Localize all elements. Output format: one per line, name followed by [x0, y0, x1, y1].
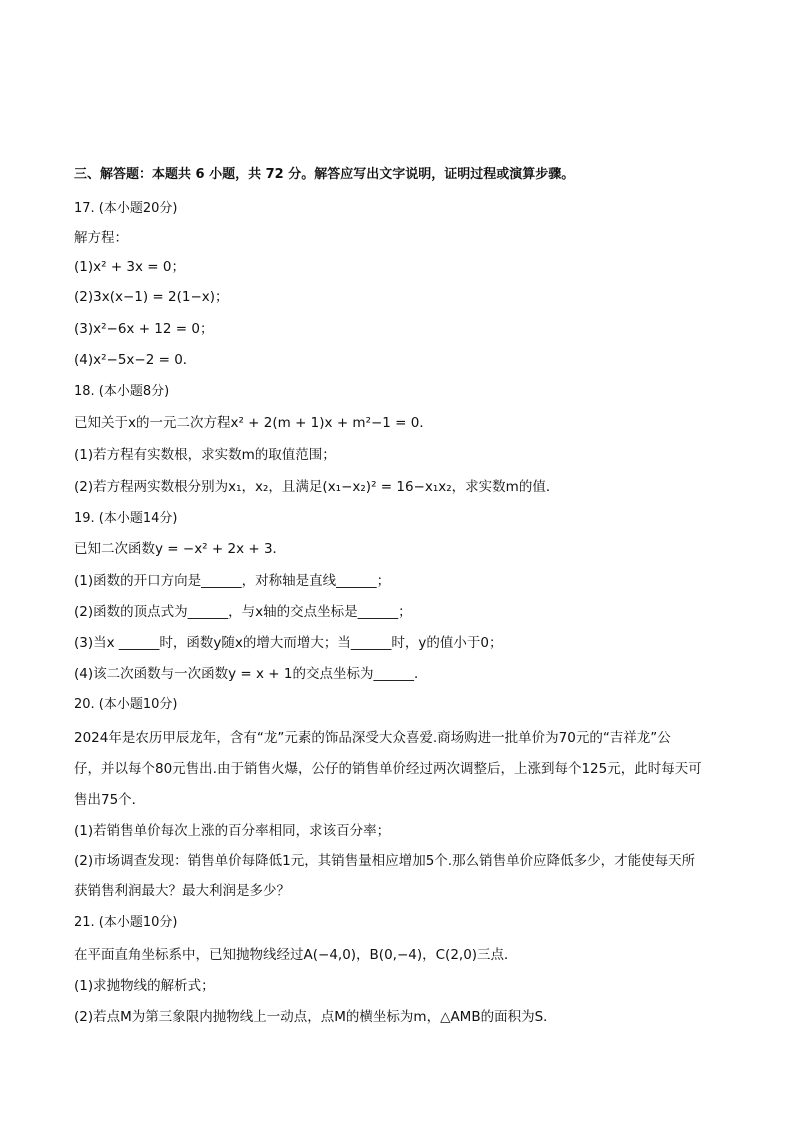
- question-18-line: 已知关于x的一元二次方程x² + 2(m + 1)x + m²−1 = 0．: [74, 415, 433, 431]
- question-21-line: (2)若点M为第三象限内抛物线上一动点，点M的横坐标为m，△AMB的面积为S．: [74, 1009, 557, 1025]
- question-21-line: 在平面直角坐标系中，已知抛物线经过A(−4,0)，B(0,−4)，C(2,0)三点．: [74, 947, 518, 963]
- question-20-line: 仔，并以每个80元售出.由于销售火爆，公仔的销售单价经过两次调整后，上涨到每个125元，此时每天可: [74, 761, 702, 777]
- question-20-head: 20. (本小题10分): [74, 697, 178, 712]
- question-20-line: 2024年是农历甲辰龙年，含有“龙”元素的饰品深受大众喜爱.商场购进一批单价为70元的“吉祥龙”公: [74, 730, 671, 746]
- question-19-head: 19. (本小题14分): [74, 511, 178, 526]
- question-17-line: (2)3x(x−1) = 2(1−x)；: [74, 289, 229, 305]
- question-17-line: (1)x² + 3x = 0；: [74, 259, 185, 275]
- question-17-line: 解方程：: [74, 230, 128, 246]
- question-20-line: (2)市场调查发现：销售单价每降低1元，其销售量相应增加5个.那么销售单价应降低多少，才能使每天所: [74, 853, 696, 869]
- section-header: 三、解答题：本题共 6 小题，共 72 分。解答应写出文字说明，证明过程或演算步骤。: [74, 167, 575, 182]
- question-17-head: 17. (本小题20分): [74, 201, 178, 216]
- question-18-line: (2)若方程两实数根分别为x₁，x₂，且满足(x₁−x₂)² = 16−x₁x₂，求实数m的值．: [74, 479, 560, 495]
- question-17-line: (3)x²−6x + 12 = 0；: [74, 321, 214, 337]
- question-19-line: (3)当x ______时，函数y随x的增大而增大；当______时，y的值小于0；: [74, 635, 503, 651]
- question-20-line: (1)若销售单价每次上涨的百分率相同，求该百分率；: [74, 823, 391, 839]
- question-19-line: (2)函数的顶点式为______，与x轴的交点坐标是______；: [74, 604, 412, 620]
- question-21-line: (1)求抛物线的解析式；: [74, 978, 215, 994]
- question-17-line: (4)x²−5x−2 = 0．: [74, 352, 197, 368]
- question-18-head: 18. (本小题8分): [74, 384, 170, 399]
- question-21-head: 21. (本小题10分): [74, 915, 178, 930]
- question-19-line: 已知二次函数y = −x² + 2x + 3．: [74, 541, 287, 557]
- question-18-line: (1)若方程有实数根，求实数m的取值范围；: [74, 447, 336, 463]
- question-20-line: 获销售利润最大？最大利润是多少？: [74, 883, 290, 899]
- question-19-line: (4)该二次函数与一次函数y = x + 1的交点坐标为______．: [74, 666, 428, 682]
- question-19-line: (1)函数的开口方向是______，对称轴是直线______；: [74, 573, 391, 589]
- question-20-line: 售出75个．: [74, 792, 146, 808]
